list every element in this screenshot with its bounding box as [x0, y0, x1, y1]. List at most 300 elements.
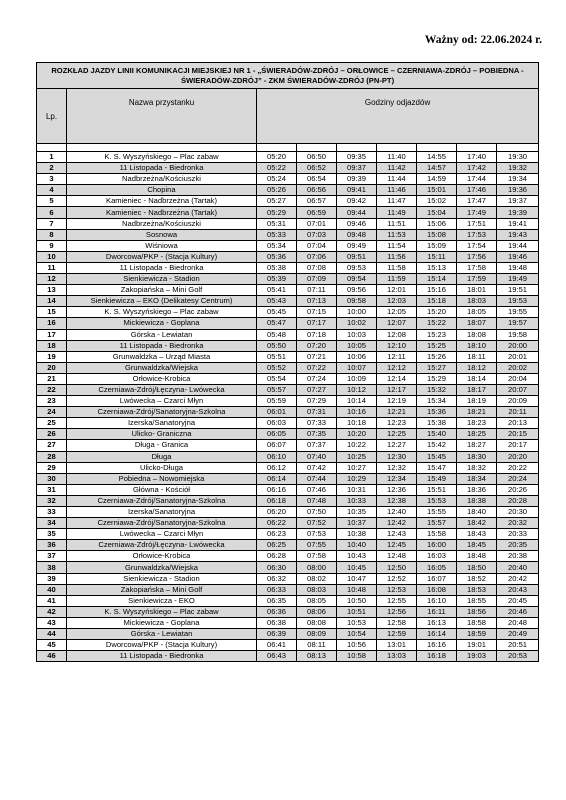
departure-time: 10:58 [337, 651, 377, 662]
row-number: 22 [37, 384, 67, 395]
stop-name: Górska - Lewiatan [67, 629, 257, 640]
departure-time: 10:48 [337, 584, 377, 595]
stop-name: Nadbrzeżna/Kościuszki [67, 218, 257, 229]
row-number: 3 [37, 174, 67, 185]
table-row [37, 174, 539, 185]
departure-time: 18:21 [457, 407, 497, 418]
departure-time: 15:01 [417, 185, 457, 196]
departure-time: 18:50 [457, 562, 497, 573]
departure-time: 10:37 [337, 518, 377, 529]
stop-name: Sienkiewicza – EKO (Delikatesy Centrum) [67, 296, 257, 307]
departure-time: 06:05 [257, 429, 297, 440]
departure-time: 06:35 [257, 595, 297, 606]
spacer-cell [297, 144, 337, 152]
departure-time: 11:56 [377, 251, 417, 262]
departure-time: 20:17 [497, 440, 539, 451]
table-row [37, 407, 539, 418]
row-number: 42 [37, 606, 67, 617]
departure-time: 12:53 [377, 584, 417, 595]
departure-time: 18:55 [457, 595, 497, 606]
departure-time: 07:40 [297, 451, 337, 462]
row-number: 19 [37, 351, 67, 362]
departure-time: 20:24 [497, 473, 539, 484]
departure-time: 06:59 [297, 207, 337, 218]
departure-time: 07:09 [297, 274, 337, 285]
stop-name: Sosnowa [67, 229, 257, 240]
departure-time: 07:58 [297, 551, 337, 562]
column-header-stop: Nazwa przystanku [67, 89, 257, 144]
departure-time: 15:47 [417, 462, 457, 473]
row-number: 35 [37, 529, 67, 540]
stop-name: 11 Listopada - Biedronka [67, 340, 257, 351]
departure-time: 10:06 [337, 351, 377, 362]
departure-time: 15:58 [417, 529, 457, 540]
departure-time: 12:14 [377, 373, 417, 384]
departure-time: 18:17 [457, 384, 497, 395]
table-row [37, 595, 539, 606]
departure-time: 17:56 [457, 251, 497, 262]
departure-time: 18:01 [457, 285, 497, 296]
stop-name: Sienkiewicza - Stadion [67, 573, 257, 584]
departure-time: 15:23 [417, 329, 457, 340]
departure-time: 16:03 [417, 551, 457, 562]
stop-name: Ulicko- Graniczna [67, 429, 257, 440]
stop-name: Górska - Lewiatan [67, 329, 257, 340]
stop-name: Orłowice-Krobica [67, 373, 257, 384]
departure-time: 20:22 [497, 462, 539, 473]
departure-time: 17:44 [457, 174, 497, 185]
departure-time: 10:20 [337, 429, 377, 440]
departure-time: 11:51 [377, 218, 417, 229]
departure-time: 18:05 [457, 307, 497, 318]
table-row [37, 218, 539, 229]
stop-name: K. S. Wyszyńskiego – Plac zabaw [67, 152, 257, 163]
departure-time: 20:00 [497, 340, 539, 351]
stop-name: Izerska/Sanatoryjna [67, 418, 257, 429]
table-row [37, 362, 539, 373]
stop-name: Wiśniowa [67, 240, 257, 251]
departure-time: 05:51 [257, 351, 297, 362]
departure-time: 12:07 [377, 318, 417, 329]
departure-time: 09:58 [337, 296, 377, 307]
departure-time: 09:46 [337, 218, 377, 229]
departure-time: 18:12 [457, 362, 497, 373]
row-number: 15 [37, 307, 67, 318]
departure-time: 15:32 [417, 384, 457, 395]
departure-time: 09:53 [337, 262, 377, 273]
stop-name: 11 Listopada - Biedronka [67, 163, 257, 174]
row-number: 34 [37, 518, 67, 529]
departure-time: 12:01 [377, 285, 417, 296]
departure-time: 15:06 [417, 218, 457, 229]
table-row [37, 262, 539, 273]
departure-time: 08:06 [297, 606, 337, 617]
departure-time: 13:01 [377, 640, 417, 651]
departure-time: 15:38 [417, 418, 457, 429]
departure-time: 07:20 [297, 340, 337, 351]
departure-time: 09:39 [337, 174, 377, 185]
departure-time: 06:07 [257, 440, 297, 451]
row-number: 24 [37, 407, 67, 418]
departure-time: 06:50 [297, 152, 337, 163]
departure-time: 06:18 [257, 495, 297, 506]
row-number: 5 [37, 196, 67, 207]
table-row [37, 274, 539, 285]
departure-time: 05:29 [257, 207, 297, 218]
departure-time: 16:08 [417, 584, 457, 595]
departure-time: 18:53 [457, 584, 497, 595]
departure-time: 07:33 [297, 418, 337, 429]
departure-time: 06:01 [257, 407, 297, 418]
table-row [37, 562, 539, 573]
departure-time: 10:07 [337, 362, 377, 373]
departure-time: 05:34 [257, 240, 297, 251]
table-row [37, 584, 539, 595]
spacer-cell [67, 144, 257, 152]
stop-name: Mickiewicza - Goplana [67, 617, 257, 628]
departure-time: 10:33 [337, 495, 377, 506]
departure-time: 19:39 [497, 207, 539, 218]
departure-time: 18:23 [457, 418, 497, 429]
departure-time: 06:41 [257, 640, 297, 651]
departure-time: 07:50 [297, 507, 337, 518]
stop-name: Zakopiańska – Mini Golf [67, 584, 257, 595]
departure-time: 11:59 [377, 274, 417, 285]
departure-time: 06:16 [257, 484, 297, 495]
departure-time: 10:54 [337, 629, 377, 640]
departure-time: 06:03 [257, 418, 297, 429]
departure-time: 16:13 [417, 617, 457, 628]
stop-name: Sienkiewicza - Stadion [67, 274, 257, 285]
departure-time: 15:14 [417, 274, 457, 285]
departure-time: 11:42 [377, 163, 417, 174]
departure-time: 19:55 [497, 307, 539, 318]
departure-time: 20:04 [497, 373, 539, 384]
departure-time: 20:45 [497, 595, 539, 606]
departure-time: 12:10 [377, 340, 417, 351]
stop-name: Czerniawa-Zdrój/Sanatoryjna-Szkolna [67, 495, 257, 506]
departure-time: 06:10 [257, 451, 297, 462]
departure-time: 09:42 [337, 196, 377, 207]
departure-time: 16:16 [417, 640, 457, 651]
departure-time: 07:03 [297, 229, 337, 240]
table-row [37, 606, 539, 617]
departure-time: 10:29 [337, 473, 377, 484]
departure-time: 10:22 [337, 440, 377, 451]
table-row [37, 617, 539, 628]
departure-time: 18:10 [457, 340, 497, 351]
departure-time: 12:42 [377, 518, 417, 529]
departure-time: 20:51 [497, 640, 539, 651]
departure-time: 20:20 [497, 451, 539, 462]
departure-time: 18:11 [457, 351, 497, 362]
row-number: 18 [37, 340, 67, 351]
departure-time: 18:30 [457, 451, 497, 462]
stop-name: Grunwaldzka/Wiejska [67, 362, 257, 373]
departure-time: 07:52 [297, 518, 337, 529]
departure-time: 19:32 [497, 163, 539, 174]
departure-time: 06:22 [257, 518, 297, 529]
departure-time: 08:03 [297, 584, 337, 595]
departure-time: 18:56 [457, 606, 497, 617]
row-number: 23 [37, 396, 67, 407]
departure-time: 12:43 [377, 529, 417, 540]
table-row [37, 551, 539, 562]
departure-time: 17:54 [457, 240, 497, 251]
departure-time: 09:51 [337, 251, 377, 262]
table-row [37, 440, 539, 451]
departure-time: 12:32 [377, 462, 417, 473]
departure-time: 12:50 [377, 562, 417, 573]
departure-time: 05:26 [257, 185, 297, 196]
departure-time: 15:51 [417, 484, 457, 495]
departure-time: 12:27 [377, 440, 417, 451]
departure-time: 19:43 [497, 229, 539, 240]
departure-time: 10:53 [337, 617, 377, 628]
departure-time: 20:30 [497, 507, 539, 518]
departure-time: 09:37 [337, 163, 377, 174]
departure-time: 07:13 [297, 296, 337, 307]
row-number: 29 [37, 462, 67, 473]
departure-time: 07:01 [297, 218, 337, 229]
table-row [37, 484, 539, 495]
departure-time: 06:54 [297, 174, 337, 185]
departure-time: 10:16 [337, 407, 377, 418]
stop-name: Długa [67, 451, 257, 462]
departure-time: 18:08 [457, 329, 497, 340]
departure-time: 15:29 [417, 373, 457, 384]
row-number: 26 [37, 429, 67, 440]
departure-time: 07:11 [297, 285, 337, 296]
departure-time: 16:07 [417, 573, 457, 584]
departure-time: 07:55 [297, 540, 337, 551]
departure-time: 10:47 [337, 573, 377, 584]
table-row [37, 163, 539, 174]
stop-name: Czerniawa-Zdrój/Łęczyna- Lwówecka [67, 540, 257, 551]
departure-time: 07:22 [297, 362, 337, 373]
departure-time: 10:03 [337, 329, 377, 340]
stop-name: Główna - Kościół [67, 484, 257, 495]
row-number: 10 [37, 251, 67, 262]
row-number: 44 [37, 629, 67, 640]
departure-time: 11:53 [377, 229, 417, 240]
departure-time: 18:48 [457, 551, 497, 562]
departure-time: 20:43 [497, 584, 539, 595]
departure-time: 18:45 [457, 540, 497, 551]
departure-time: 06:52 [297, 163, 337, 174]
stop-name: Lwówecka – Czarci Młyn [67, 396, 257, 407]
departure-time: 18:38 [457, 495, 497, 506]
row-number: 17 [37, 329, 67, 340]
departure-time: 07:08 [297, 262, 337, 273]
departure-time: 05:52 [257, 362, 297, 373]
departure-time: 17:59 [457, 274, 497, 285]
departure-time: 06:36 [257, 606, 297, 617]
departure-time: 09:54 [337, 274, 377, 285]
table-row [37, 296, 539, 307]
departure-time: 05:39 [257, 274, 297, 285]
departure-time: 12:25 [377, 429, 417, 440]
row-number: 38 [37, 562, 67, 573]
departure-time: 15:04 [417, 207, 457, 218]
stop-name: Izerska/Sanatoryjna [67, 507, 257, 518]
departure-time: 05:36 [257, 251, 297, 262]
departure-time: 20:53 [497, 651, 539, 662]
departure-time: 07:53 [297, 529, 337, 540]
departure-time: 06:39 [257, 629, 297, 640]
departure-time: 20:48 [497, 617, 539, 628]
departure-time: 10:02 [337, 318, 377, 329]
row-number: 32 [37, 495, 67, 506]
stop-name: Lwówecka – Czarci Młyn [67, 529, 257, 540]
spacer-cell [497, 144, 539, 152]
departure-time: 08:11 [297, 640, 337, 651]
stop-name: Dworcowa/PKP - (Stacja Kultury) [67, 251, 257, 262]
row-number: 36 [37, 540, 67, 551]
stop-name: Ulicko-Długa [67, 462, 257, 473]
departure-time: 20:11 [497, 407, 539, 418]
table-row [37, 340, 539, 351]
departure-time: 06:30 [257, 562, 297, 573]
table-row [37, 240, 539, 251]
stop-name: Nadbrzeżna/Kościuszki [67, 174, 257, 185]
departure-time: 07:24 [297, 373, 337, 384]
departure-time: 07:18 [297, 329, 337, 340]
table-row [37, 573, 539, 584]
departure-time: 19:48 [497, 262, 539, 273]
departure-time: 05:31 [257, 218, 297, 229]
stop-name: Chopina [67, 185, 257, 196]
departure-time: 19:57 [497, 318, 539, 329]
departure-time: 19:37 [497, 196, 539, 207]
table-row [37, 640, 539, 651]
departure-time: 15:27 [417, 362, 457, 373]
departure-time: 07:37 [297, 440, 337, 451]
departure-time: 15:36 [417, 407, 457, 418]
departure-time: 07:21 [297, 351, 337, 362]
departure-time: 19:34 [497, 174, 539, 185]
departure-time: 06:25 [257, 540, 297, 551]
table-row [37, 185, 539, 196]
departure-time: 12:58 [377, 617, 417, 628]
departure-time: 06:12 [257, 462, 297, 473]
departure-time: 18:32 [457, 462, 497, 473]
departure-time: 20:07 [497, 384, 539, 395]
departure-time: 15:45 [417, 451, 457, 462]
departure-time: 08:08 [297, 617, 337, 628]
departure-time: 09:44 [337, 207, 377, 218]
departure-time: 11:40 [377, 152, 417, 163]
row-number: 31 [37, 484, 67, 495]
departure-time: 18:40 [457, 507, 497, 518]
table-row [37, 518, 539, 529]
departure-time: 20:32 [497, 518, 539, 529]
departure-time: 12:59 [377, 629, 417, 640]
departure-time: 16:05 [417, 562, 457, 573]
departure-time: 15:57 [417, 518, 457, 529]
table-row [37, 396, 539, 407]
table-row [37, 207, 539, 218]
departure-time: 15:26 [417, 351, 457, 362]
table-row [37, 473, 539, 484]
departure-time: 06:23 [257, 529, 297, 540]
departure-time: 15:25 [417, 340, 457, 351]
departure-time: 18:58 [457, 617, 497, 628]
departure-time: 20:01 [497, 351, 539, 362]
departure-time: 18:03 [457, 296, 497, 307]
departure-time: 15:16 [417, 285, 457, 296]
departure-time: 17:40 [457, 152, 497, 163]
stop-name: Sienkiewicza - EKO [67, 595, 257, 606]
departure-time: 12:56 [377, 606, 417, 617]
departure-time: 20:02 [497, 362, 539, 373]
departure-time: 13:03 [377, 651, 417, 662]
table-row [37, 507, 539, 518]
stop-name: Długa - Granica [67, 440, 257, 451]
departure-time: 11:47 [377, 196, 417, 207]
departure-time: 06:43 [257, 651, 297, 662]
departure-time: 17:46 [457, 185, 497, 196]
spacer-cell [377, 144, 417, 152]
departure-time: 05:33 [257, 229, 297, 240]
row-number: 8 [37, 229, 67, 240]
departure-time: 20:42 [497, 573, 539, 584]
departure-time: 15:22 [417, 318, 457, 329]
stop-name: Czerniawa-Zdrój/Sanatoryjna-Szkolna [67, 518, 257, 529]
departure-time: 06:57 [297, 196, 337, 207]
departure-time: 10:51 [337, 606, 377, 617]
stop-name: K. S. Wyszyńskiego – Plac zabaw [67, 307, 257, 318]
departure-time: 19:30 [497, 152, 539, 163]
departure-time: 06:14 [257, 473, 297, 484]
departure-time: 08:09 [297, 629, 337, 640]
departure-time: 18:52 [457, 573, 497, 584]
departure-time: 17:53 [457, 229, 497, 240]
stop-name: Mickiewicza - Goplana [67, 318, 257, 329]
departure-time: 17:58 [457, 262, 497, 273]
departure-time: 12:17 [377, 384, 417, 395]
departure-time: 15:55 [417, 507, 457, 518]
departure-time: 20:26 [497, 484, 539, 495]
departure-time: 10:14 [337, 396, 377, 407]
departure-time: 20:35 [497, 540, 539, 551]
departure-time: 17:47 [457, 196, 497, 207]
row-number: 40 [37, 584, 67, 595]
row-number: 9 [37, 240, 67, 251]
departure-time: 12:38 [377, 495, 417, 506]
spacer-cell [417, 144, 457, 152]
spacer-cell [337, 144, 377, 152]
departure-time: 12:55 [377, 595, 417, 606]
departure-time: 10:38 [337, 529, 377, 540]
table-row [37, 529, 539, 540]
departure-time: 15:18 [417, 296, 457, 307]
departure-time: 07:15 [297, 307, 337, 318]
departure-time: 12:36 [377, 484, 417, 495]
departure-time: 19:03 [457, 651, 497, 662]
departure-time: 05:45 [257, 307, 297, 318]
departure-time: 15:20 [417, 307, 457, 318]
departure-time: 08:02 [297, 573, 337, 584]
departure-time: 18:43 [457, 529, 497, 540]
timetable-title: ROZKŁAD JAZDY LINII KOMUNIKACJI MIEJSKIEJ NR 1 - „ŚWIERADÓW-ZDRÓJ – ORŁOWICE – CZERNIAWA-ZDRÓJ – POBIEDNA - ŚWIERADÓW-ZDRÓJ” - ZKM ŚWIERADÓW-ZDRÓJ (PN-PT) [37, 63, 539, 89]
departure-time: 05:24 [257, 174, 297, 185]
departure-time: 05:59 [257, 396, 297, 407]
departure-time: 15:42 [417, 440, 457, 451]
table-row [37, 451, 539, 462]
stop-name: 11 Listopada - Biedronka [67, 262, 257, 273]
departure-time: 18:25 [457, 429, 497, 440]
